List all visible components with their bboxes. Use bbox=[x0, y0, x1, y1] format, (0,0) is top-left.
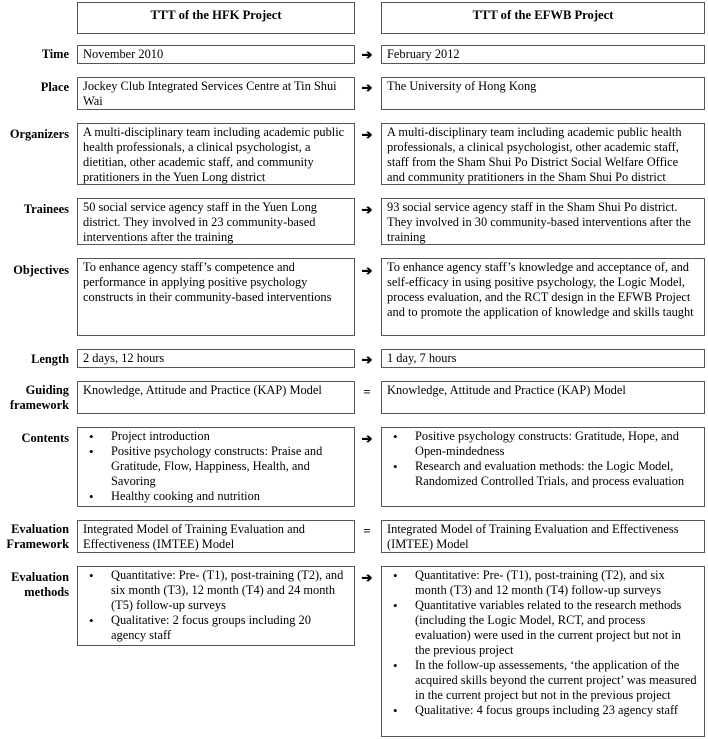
header-hfk bbox=[77, 2, 355, 34]
contents-efwb bbox=[381, 427, 705, 507]
arrow-icon: ➔ bbox=[361, 47, 373, 62]
header-hfk-text: TTT of the HFK Project bbox=[150, 8, 282, 22]
row-label-evaluation-methods bbox=[0, 570, 69, 600]
arrow-icon: ➔ bbox=[361, 570, 373, 585]
length-efwb: 1 day, 7 hours bbox=[381, 349, 705, 368]
contents-efwb-list bbox=[387, 429, 699, 489]
row-label-place: Place bbox=[40, 80, 69, 94]
eval-methods-hfk-list bbox=[83, 568, 349, 643]
row-label-trainees: Trainees bbox=[23, 202, 69, 216]
row-label-guiding-line1: Guiding bbox=[25, 383, 69, 397]
list-item: • Positive psychology constructs: Praise and Gratitude, Flow, Happiness, Health, and Savoring bbox=[83, 444, 349, 489]
eval-framework-efwb: Integrated Model of Training Evaluation and Effectiveness (IMTEE) Model bbox=[381, 520, 705, 553]
place-hfk: Jockey Club Integrated Services Centre at Tin Shui Wai bbox=[77, 77, 355, 110]
arrow-icon: ➔ bbox=[361, 80, 373, 95]
guiding-hfk: Knowledge, Attitude and Practice (KAP) Model bbox=[77, 381, 355, 414]
list-item: • Quantitative: Pre- (T1), post-training (T2), and six month (T3), 12 month (T4) and 24 month (T5) follow-up surveys bbox=[83, 568, 349, 613]
header-efwb bbox=[381, 2, 705, 34]
row-label-objectives: Objectives bbox=[13, 263, 69, 277]
objectives-hfk: To enhance agency staff’s competence and performance in applying positive psychology constructs in their community-based interventions bbox=[77, 258, 355, 336]
organizers-efwb: A multi-disciplinary team including academic public health professionals, a clinical psychologist, other academic staff, staff from the Sham Shui Po District Social Welfare Office and community pratitioners in the Sham Shui Po district bbox=[381, 123, 705, 185]
list-item: • In the follow-up assessements, ‘the application of the acquired skills beyond the current project’ was measured in the current project but not in the previous project bbox=[387, 658, 699, 703]
guiding-efwb: Knowledge, Attitude and Practice (KAP) Model bbox=[381, 381, 705, 414]
contents-hfk bbox=[77, 427, 355, 507]
row-label-length: Length bbox=[31, 352, 69, 366]
list-item: • Research and evaluation methods: the Logic Model, Randomized Controlled Trials, and process evaluation bbox=[387, 459, 699, 489]
row-label-time: Time bbox=[41, 47, 69, 61]
row-label-contents: Contents bbox=[21, 431, 69, 445]
row-label-evaluation-framework bbox=[0, 522, 69, 552]
organizers-hfk: A multi-disciplinary team including academic public health professionals, a clinical psychologist, a dietitian, other academic staff, and community pratitioners in the Yuen Long district bbox=[77, 123, 355, 185]
row-label-guiding-framework bbox=[0, 383, 69, 413]
list-item: • Qualitative: 4 focus groups including 23 agency staff bbox=[387, 703, 699, 718]
list-item: • Qualitative: 2 focus groups including 20 agency staff bbox=[83, 613, 349, 643]
time-efwb: February 2012 bbox=[381, 45, 705, 64]
trainees-hfk: 50 social service agency staff in the Yuen Long district. They involved in 23 community-based interventions after the training bbox=[77, 198, 355, 245]
eval-framework-hfk: Integrated Model of Training Evaluation and Effectiveness (IMTEE) Model bbox=[77, 520, 355, 553]
list-item: • Project introduction bbox=[83, 429, 349, 444]
row-label-eval-framework-line2: Framework bbox=[6, 537, 69, 551]
list-item: • Healthy cooking and nutrition bbox=[83, 489, 349, 504]
row-label-eval-framework-line1: Evaluation bbox=[11, 522, 69, 536]
length-hfk: 2 days, 12 hours bbox=[77, 349, 355, 368]
list-item: • Quantitative: Pre- (T1), post-training (T2), and six month (T3) and 12 month (T4) follow-up surveys bbox=[387, 568, 699, 598]
list-item: • Quantitative variables related to the research methods (including the Logic Model, RCT, and process evaluation) were used in the current project but not in the previous project bbox=[387, 598, 699, 658]
row-label-organizers: Organizers bbox=[9, 127, 69, 141]
place-efwb: The University of Hong Kong bbox=[381, 77, 705, 110]
row-label-guiding-line2: framework bbox=[9, 398, 69, 412]
arrow-icon: ➔ bbox=[361, 352, 373, 367]
trainees-efwb: 93 social service agency staff in the Sham Shui Po district. They involved in 30 community-based interventions after the training bbox=[381, 198, 705, 245]
row-label-eval-methods-line1: Evaluation bbox=[11, 570, 69, 584]
row-label-eval-methods-line2: methods bbox=[24, 585, 69, 599]
arrow-icon: ➔ bbox=[361, 202, 373, 217]
time-hfk: November 2010 bbox=[77, 45, 355, 64]
eval-methods-efwb bbox=[381, 566, 705, 737]
arrow-icon: ➔ bbox=[361, 263, 373, 278]
arrow-icon: ➔ bbox=[361, 127, 373, 142]
objectives-efwb: To enhance agency staff’s knowledge and acceptance of, and self-efficacy in using positive psychology, the Logic Model, process evaluation, and the RCT design in the EFWB Project and to promote the application of knowledge and skills taught bbox=[381, 258, 705, 336]
equals-icon: = bbox=[363, 523, 371, 538]
eval-methods-hfk bbox=[77, 566, 355, 646]
eval-methods-efwb-list bbox=[387, 568, 699, 718]
equals-icon: = bbox=[363, 384, 371, 399]
header-efwb-text: TTT of the EFWB Project bbox=[472, 8, 614, 22]
arrow-icon: ➔ bbox=[361, 431, 373, 446]
list-item: • Positive psychology constructs: Gratitude, Hope, and Open-mindedness bbox=[387, 429, 699, 459]
contents-hfk-list bbox=[83, 429, 349, 504]
